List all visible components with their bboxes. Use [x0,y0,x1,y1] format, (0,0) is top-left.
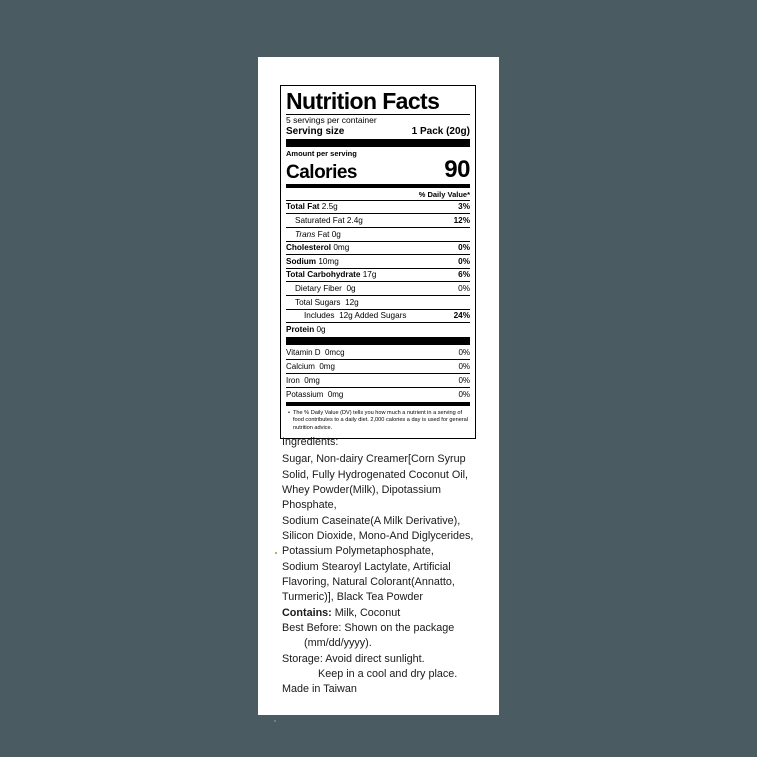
divider-thick-top [286,139,470,147]
nutrient-dv: 0% [458,243,470,253]
nutrient-amount: Fat 0g [317,229,341,239]
calories-label: Calories [286,161,357,183]
gray-dot-icon [274,720,276,722]
vitamin-amount: 0mg [319,361,335,371]
table-row [286,310,470,323]
bullet-icon: • [288,409,290,416]
table-row [286,282,470,295]
nutrient-name: Sodium [286,256,317,266]
divider-med-footnote [286,402,470,406]
table-row [286,374,470,387]
nutrient-name: Total Carbohydrate [286,270,361,280]
nutrient-name: Trans [295,229,316,239]
divider-med-calories [286,184,470,188]
serving-size-label: Serving size [286,125,345,137]
table-row [286,296,470,309]
nutrient-name: Dietary Fiber [295,284,342,294]
nutrient-dv: 0% [458,256,470,266]
storage-line-2 [282,667,482,682]
nutrient-name: Total Fat [286,202,320,212]
vitamin-name: Calcium [286,361,315,371]
ingredients-line: Sodium Caseinate(A Milk Derivative), [282,514,461,527]
product-label-card [258,57,499,715]
table-row [286,201,470,214]
ingredients-line: Sodium Stearoyl Lactylate, Artificial [282,560,451,573]
amount-per-serving-label: Amount per serving [286,148,357,158]
contains-label: Contains: [282,606,332,619]
nutrient-name: Protein [286,324,315,334]
vitamin-dv: 0% [458,347,470,357]
divider-thick-vitamins [286,337,470,345]
table-row [286,242,470,255]
table-row [286,360,470,373]
table-row [286,214,470,227]
ingredients-list [282,452,482,605]
serving-size-row [286,126,470,138]
contains-value: Milk, Coconut [331,606,401,619]
vitamin-amount: 0mcg [324,347,345,357]
ingredients-line: Potassium Polymetaphosphate, [282,545,434,558]
ingredients-heading: Ingredients: [282,436,339,448]
vitamin-name: Iron [286,375,300,385]
table-row [286,269,470,282]
best-before-line-2-text: (mm/dd/yyyy). [304,637,372,650]
storage-line-2-text: Keep in a cool and dry place. [318,667,458,680]
ingredients-line: Flavoring, Natural Colorant(Annatto, [282,575,455,588]
vitamin-dv: 0% [458,361,470,371]
nutrient-name: Total Sugars [295,297,341,307]
nutrient-amount: 0g [316,324,326,334]
vitamin-amount: 0mg [304,375,320,385]
servings-per-container: 5 servings per container [286,115,377,126]
nutrition-facts-title: Nutrition Facts [286,88,440,114]
calories-value: 90 [444,155,470,183]
vitamin-name: Vitamin D [286,347,321,357]
daily-value-header: % Daily Value* [418,189,470,199]
nutrient-amount: 0g [346,284,356,294]
nutrient-name: Cholesterol [286,243,332,253]
nutrient-dv: 6% [458,270,470,280]
serving-size-value: 1 Pack (20g) [411,125,470,137]
nutrient-rows [286,201,470,336]
nutrition-facts-panel [280,85,476,439]
table-row [286,346,470,359]
table-row [286,228,470,241]
nutrient-dv: 0% [458,284,470,294]
nutrient-name: Saturated Fat [295,215,345,225]
footnote-text: The % Daily Value (DV) tells you how much a nutrient in a serving of food contributes to a daily diet. 2,000 calories a day is used for general nutrition advice. [292,409,469,431]
nutrient-amount: 2.5g [321,202,338,212]
ingredients-line: Sugar, Non-dairy Creamer[Corn Syrup [282,453,466,466]
vitamin-rows [286,346,470,401]
nutrient-amount: 17g [362,270,377,280]
nutrient-dv: 24% [453,311,470,321]
vitamin-dv: 0% [458,375,470,385]
ingredients-line: Silicon Dioxide, Mono-And Diglycerides, [282,529,474,542]
calories-row [286,155,470,183]
best-before-line-2 [282,636,482,651]
ingredients-line: Whey Powder(Milk), Dipotassium Phosphate, [282,483,441,512]
country-of-origin: Made in Taiwan [282,683,357,696]
nutrient-amount: 12g [345,297,359,307]
daily-value-footnote [286,407,470,435]
nutrient-name: Includes [304,311,335,321]
nutrient-amount: 0mg [333,243,350,253]
nutrient-amount: 12g Added Sugars [339,311,407,321]
ingredients-line: Turmeric)], Black Tea Powder [282,591,424,604]
nutrient-dv: 12% [453,215,470,225]
contains-statement [282,606,482,621]
nutrient-amount: 2.4g [346,215,363,225]
ingredients-line: Solid, Fully Hydrogenated Coconut Oil, [282,468,469,481]
vitamin-dv: 0% [458,389,470,399]
vitamin-amount: 0mg [327,389,344,399]
table-row [286,255,470,268]
table-row [286,388,470,401]
table-row [286,323,470,336]
nutrient-dv: 3% [458,202,470,212]
storage-line-1: Storage: Avoid direct sunlight. [282,652,425,665]
nutrient-amount: 10mg [318,256,339,266]
orange-dot-icon [275,552,277,554]
vitamin-name: Potassium [286,389,324,399]
best-before-line-1: Best Before: Shown on the package [282,621,455,634]
ingredients-section [282,435,482,698]
